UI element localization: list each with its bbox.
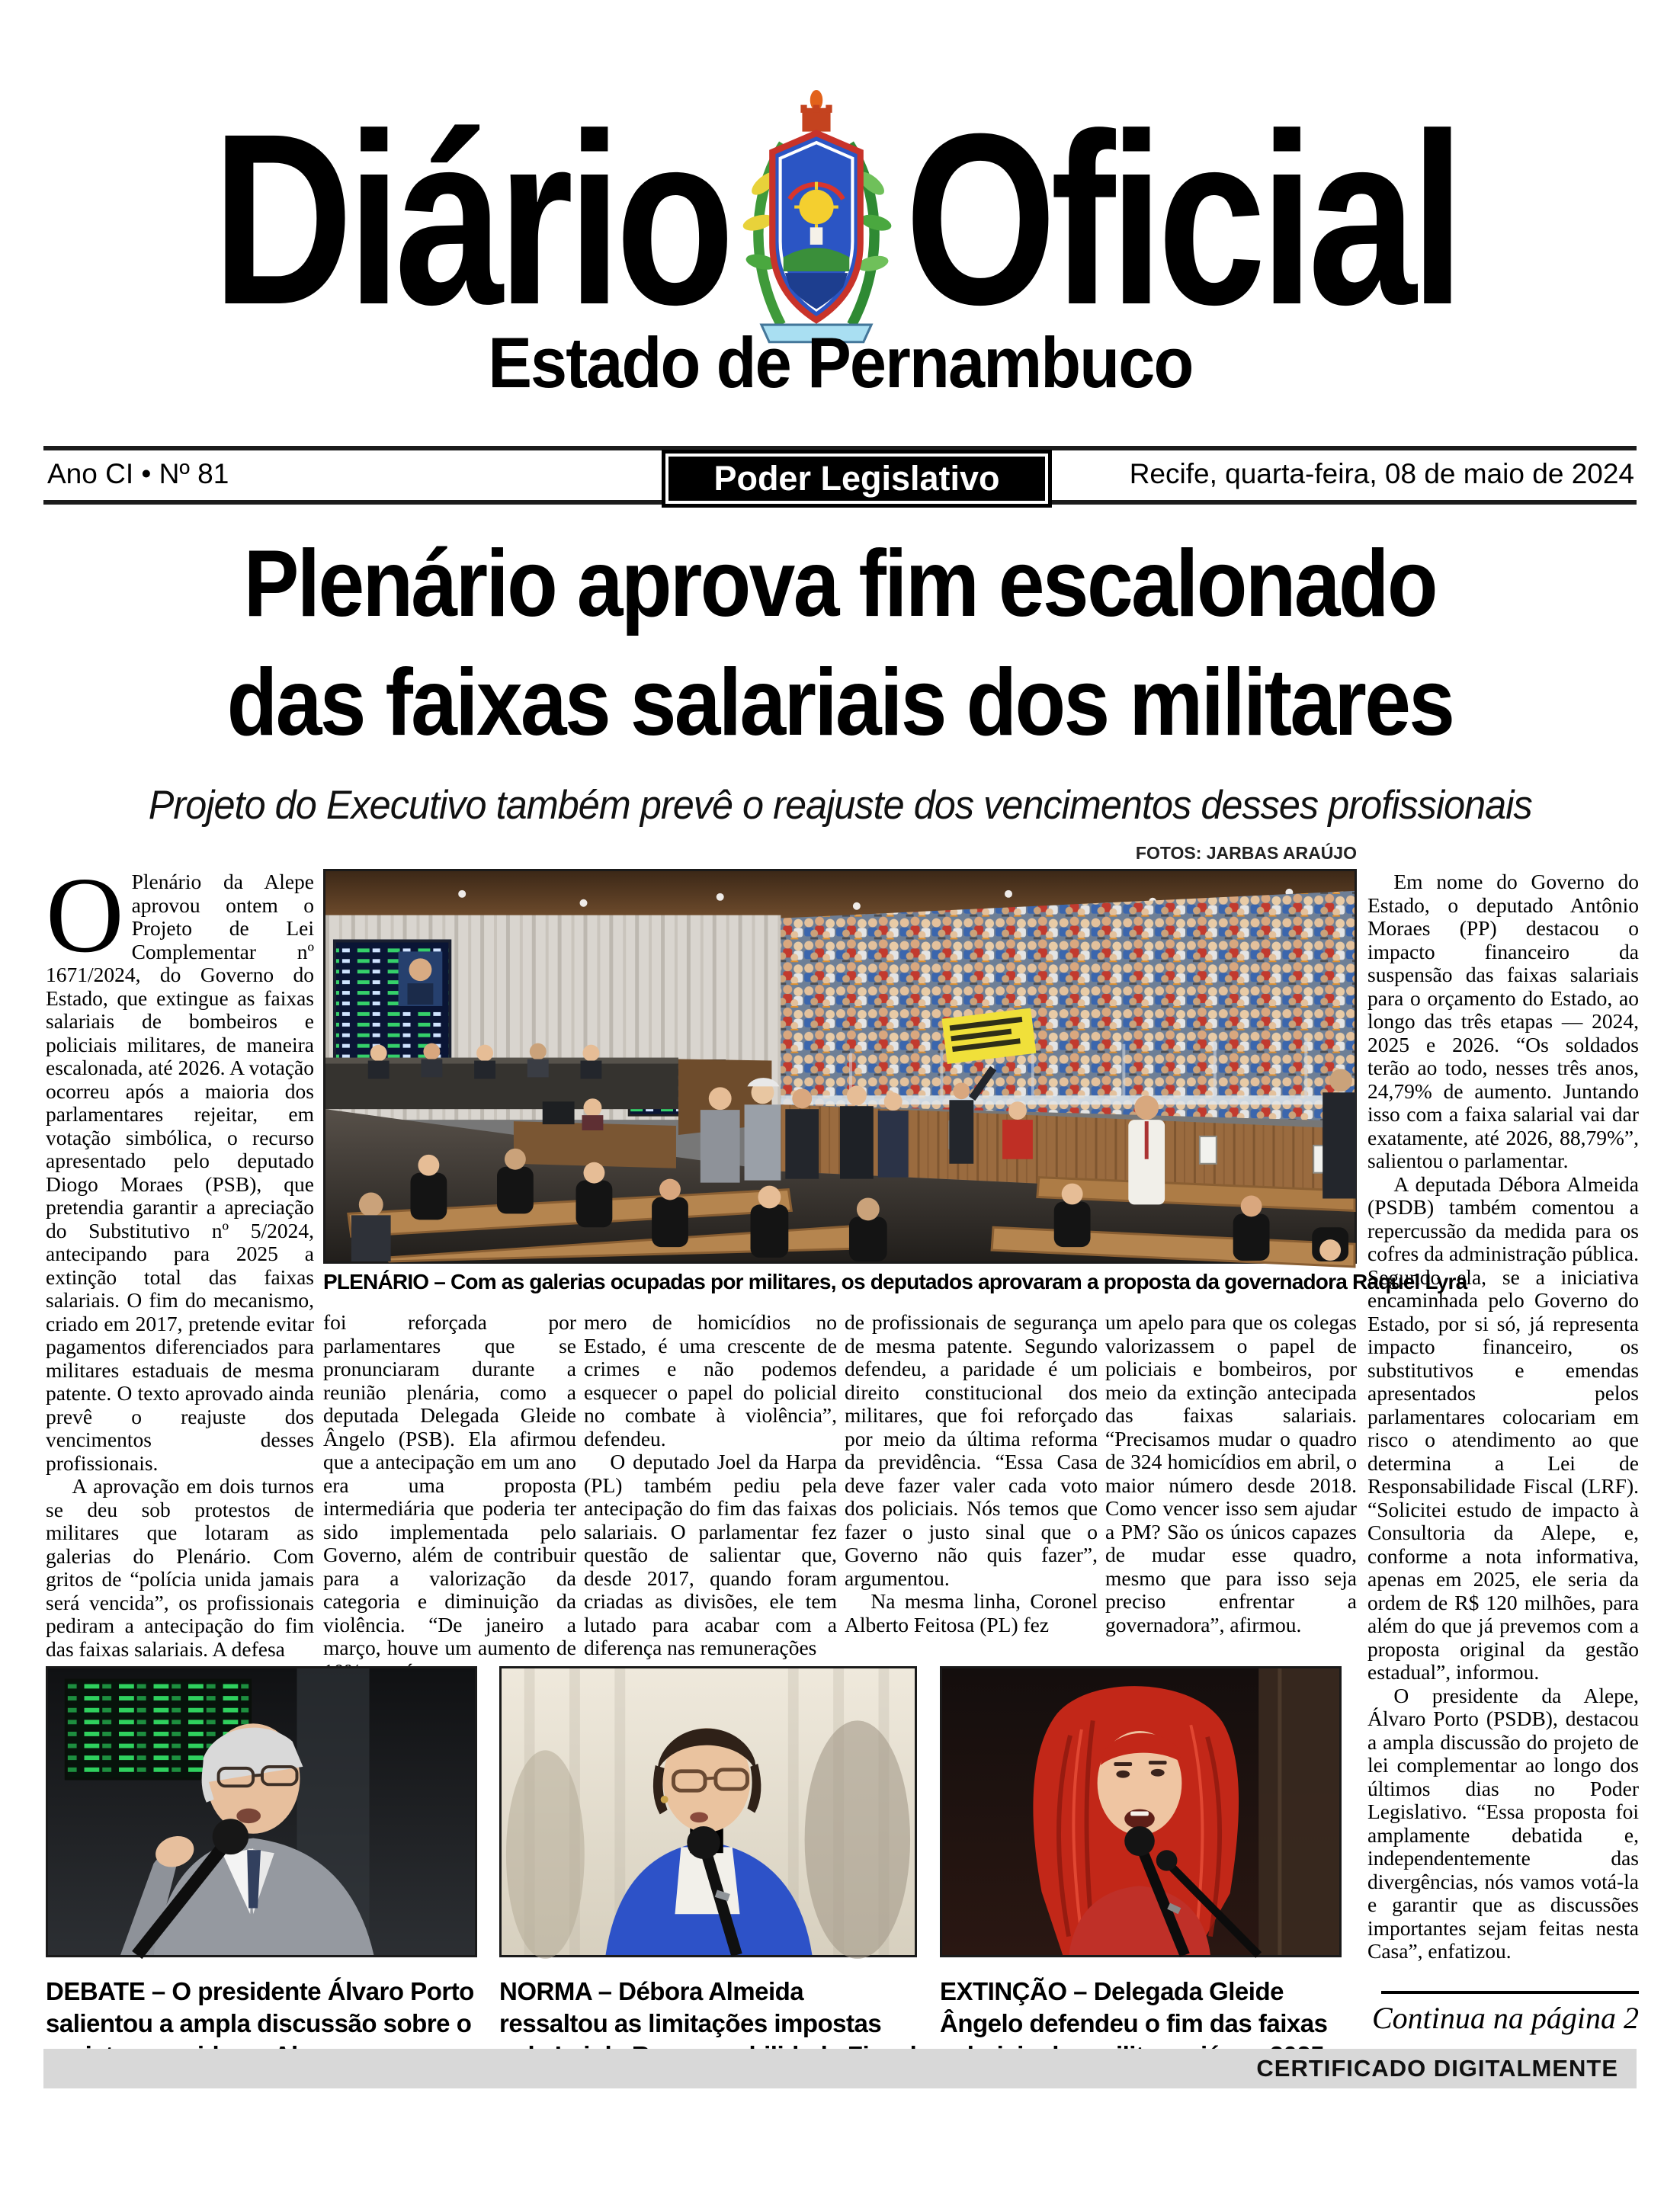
extincao-photo-gleide-angelo xyxy=(940,1666,1342,1957)
norma-photo-debora-almeida xyxy=(499,1666,917,1957)
article-column-4 xyxy=(845,1311,1098,1656)
certification-bar xyxy=(43,2049,1637,2088)
plenary-session-photo xyxy=(323,869,1357,1264)
photo1-caption: DEBATE – O presidente Álvaro Porto salientou a ampla discussão sobre o xyxy=(46,1977,474,2037)
article-paragraph: um apelo para que os colegas valorizassem o papel de policiais e bombeiros, por meio da extinção antecipada das faixas salariais. “Precisamos mudar o quadro de 324 homicídios em abril, o maior número desde 2018. Como vencer isso sem ajudar a PM? São os únicos capazes de mudar esse quadro, mesmo que para isso seja preciso enfrentar a governadora”, afirmou. xyxy=(1105,1310,1357,1636)
photo3-caption: EXTINÇÃO – Delegada Gleide Ângelo defendeu o fim das faixas xyxy=(940,1977,1328,2037)
subheadline: Projeto do Executivo também prevê o reajuste dos vencimentos desses profissionais xyxy=(148,783,1532,828)
article-column-1 xyxy=(46,854,314,1661)
masthead xyxy=(0,82,1680,355)
section-badge: Poder Legislativo xyxy=(662,450,1052,508)
headline-line1: Plenário aprova fim escalonado xyxy=(243,531,1437,636)
publication-date: Recife, quarta-feira, 08 de maio de 2024 xyxy=(1129,458,1634,489)
headline-line2: das faixas salariais dos militares xyxy=(226,650,1454,755)
masthead-title-left: Diário xyxy=(211,82,729,355)
article-paragraph: A deputada Débora Almeida (PSDB) também comentou a repercussão da medida para os cofres da administração pública. Segundo ela, se a iniciativa encaminhada pelo Governo do Estado, por si só, já representa impacto financeiro, os substitutivos e emendas apresentados pelos parlamentares colocariam em risco o atendimento ao que determina a Lei de Responsabilidade Fiscal (LRF). “Solicitei estudo de impacto à Consultoria da Alepe, e, conforme a nota informativa, apenas em 2025, ele seria da ordem de R$ 120 milhões, para além do que já prevemos com a proposta original da gestão estadual”, informou. xyxy=(1367,1172,1639,1684)
article-column-6 xyxy=(1367,870,1639,1989)
main-headline xyxy=(0,524,1680,762)
article-paragraph: O deputado Joel da Harpa (PL) também pediu pela antecipação do fim das faixas salariais. O parlamentar fez questão de salientar que, desde 2017, quando foram criadas as divisões, ele tem lutado para acabar com a diferença nas remunerações xyxy=(584,1450,837,1659)
article-column-5 xyxy=(1105,1311,1357,1656)
article-column-3 xyxy=(584,1310,837,1659)
edition-number: Ano CI • Nº 81 xyxy=(47,458,229,489)
continuation-note: Continua na página 2 xyxy=(1371,2001,1639,2035)
continuation-rule xyxy=(1381,1991,1639,1994)
article-paragraph: foi reforçada por parlamentares que se pronunciaram durante a reunião plenária, como a deputada Delegada Gleide Ângelo (PSB). Ela afirmou que a antecipação em um ano era uma proposta intermediária que poderia ter sido implementada pelo Governo, além de contribuir para a valorização da categoria e diminuição da violência. “De janeiro a março, houve um aumento de xyxy=(323,1310,576,1659)
article-paragraph: Plenário da Alepe aprovou ontem o Projeto de Lei Complementar nº 1671/2024, do Governo do Estado, que extingue as faixas salariais de bombeiros e policiais militares, de maneira escalonada, até 2026. A votação ocorreu após a maioria dos parlamentares rejeitar, em votação simbólica, o recurso apresentado pelo deputado Diogo Moraes (PSB), que pretendia garantir a apreciação do Substitutivo nº 5/2024, antecipando para 2025 a extinção total das faixas salariais. O fim do mecanismo, criado em 2017, pretende evitar pagamentos diferenciados para militares estaduais de mesma patente. O texto aprovado ainda prevê o reajuste dos vencimentos desses profissionais. xyxy=(46,870,314,1475)
article-paragraph: A aprovação em dois turnos se deu sob protestos de militares que lotaram as galerias do Plenário. Com gritos de “polícia unida jamais será vencida”, os profissionais pediram a antecipação do fim das faixas salariais. A defesa xyxy=(46,1474,314,1661)
debate-photo-alvaro-porto xyxy=(46,1666,477,1957)
article-paragraph: de profissionais de segurança de mesma patente. Segundo defendeu, a paridade é um direito constitucional dos militares, que foi reforçado por meio da última reforma da previdência. “Essa Casa deve fazer valer cada voto dos policiais. Nós temos que fazer o justo sinal que o Governo não quis fazer”, argumentou. xyxy=(845,1310,1098,1590)
article-paragraph: O presidente da Alepe, Álvaro Porto (PSDB), destacou a ampla discussão do projeto de lei complementar ao longo dos últimos dias no Poder Legislativo. “Essa proposta foi amplamente debatida e, independentemente das divergências, nós vamos votá-la e garantir que as discussões importantes sejam feitas nesta Casa”, enfatizou. xyxy=(1367,1683,1639,1963)
certification-text: CERTIFICADO DIGITALMENTE xyxy=(1256,2055,1618,2082)
article-column-2 xyxy=(323,1310,576,1659)
article-paragraph: mero de homicídios no Estado, é uma crescente de crimes e não podemos esquecer o papel do policial no combate à violência”, defendeu. xyxy=(584,1310,837,1450)
main-photo-caption: PLENÁRIO – Com as galerias ocupadas por militares, os deputados aprovaram a proposta da governadora Raquel Lyra xyxy=(323,1270,1467,1293)
article-paragraph: Na mesma linha, Coronel Alberto Feitosa (PL) fez xyxy=(845,1589,1098,1636)
masthead-subtitle: Estado de Pernambuco xyxy=(487,322,1193,402)
masthead-title-right: Oficial xyxy=(905,82,1459,355)
drop-cap: O xyxy=(46,854,124,975)
article-paragraph: Em nome do Governo do Estado, o deputado Antônio Moraes (PP) destacou o impacto financeiro da suspensão das faixas salariais para o orçamento do Estado, ao longo das três etapas — 2024, 2025 e 2026. “Os soldados terão ao todo, nesses três anos, 24,79% de aumento. Juntando isso com a faixa salarial vai dar exatamente, até 2026, 88,79%”, salientou o parlamentar. xyxy=(1367,870,1639,1172)
pernambuco-coat-of-arms-icon xyxy=(736,89,897,348)
photo-credit: FOTOS: JARBAS ARAÚJO xyxy=(1135,843,1357,863)
photo2-caption: NORMA – Débora Almeida ressaltou as limitações impostas xyxy=(499,1977,882,2037)
